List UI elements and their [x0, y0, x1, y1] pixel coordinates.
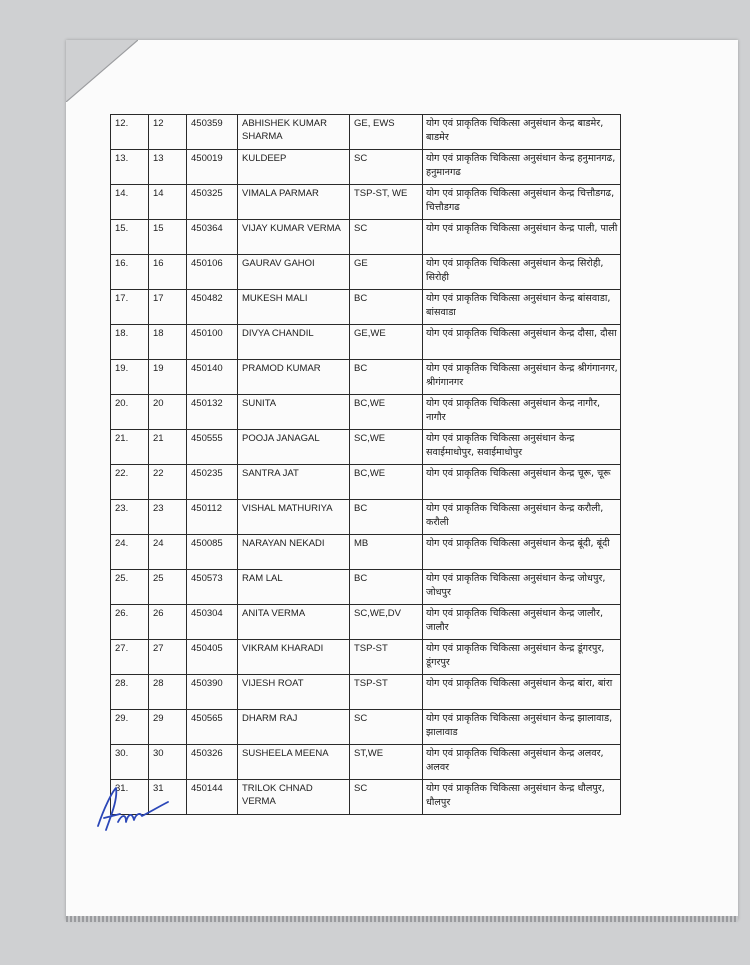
roll-number-cell: 450304	[187, 605, 238, 640]
candidate-name-cell: VIKRAM KHARADI	[238, 640, 350, 675]
table-row	[111, 220, 621, 255]
category-cell: SC	[350, 710, 423, 745]
candidate-name-cell: SUSHEELA MEENA	[238, 745, 350, 780]
candidate-name-cell: SUNITA	[238, 395, 350, 430]
table-row	[111, 290, 621, 325]
table-row	[111, 395, 621, 430]
candidate-name-cell: VIJESH ROAT	[238, 675, 350, 710]
candidate-name-cell: PRAMOD KUMAR	[238, 360, 350, 395]
category-cell: SC	[350, 780, 423, 815]
centre-cell: योग एवं प्राकृतिक चिकित्सा अनुसंधान केन्द्र सिरोही, सिरोही	[423, 255, 621, 290]
table-row	[111, 745, 621, 780]
candidate-name-cell: VIMALA PARMAR	[238, 185, 350, 220]
roll-number-cell: 450390	[187, 675, 238, 710]
candidate-name-cell: VISHAL MATHURIYA	[238, 500, 350, 535]
category-cell: BC	[350, 290, 423, 325]
category-cell: ST,WE	[350, 745, 423, 780]
category-cell: BC,WE	[350, 395, 423, 430]
table-row	[111, 500, 621, 535]
roll-number-cell: 450144	[187, 780, 238, 815]
number-cell: 23	[149, 500, 187, 535]
category-cell: SC,WE	[350, 430, 423, 465]
number-cell: 17	[149, 290, 187, 325]
centre-cell: योग एवं प्राकृतिक चिकित्सा अनुसंधान केन्द्र हनुमानगढ, हनुमानगढ	[423, 150, 621, 185]
table-row	[111, 535, 621, 570]
table-row	[111, 605, 621, 640]
table-row	[111, 150, 621, 185]
roll-number-cell: 450482	[187, 290, 238, 325]
table-row	[111, 430, 621, 465]
roll-number-cell: 450359	[187, 115, 238, 150]
candidate-name-cell: SANTRA JAT	[238, 465, 350, 500]
serial-number-cell: 29.	[111, 710, 149, 745]
number-cell: 25	[149, 570, 187, 605]
number-cell: 14	[149, 185, 187, 220]
category-cell: SC,WE,DV	[350, 605, 423, 640]
centre-cell: योग एवं प्राकृतिक चिकित्सा अनुसंधान केन्द्र करौली, करौली	[423, 500, 621, 535]
number-cell: 27	[149, 640, 187, 675]
number-cell: 19	[149, 360, 187, 395]
category-cell: TSP-ST, WE	[350, 185, 423, 220]
candidate-name-cell: TRILOK CHNAD VERMA	[238, 780, 350, 815]
centre-cell: योग एवं प्राकृतिक चिकित्सा अनुसंधान केन्द्र बांरा, बांरा	[423, 675, 621, 710]
roll-number-cell: 450565	[187, 710, 238, 745]
serial-number-cell: 20.	[111, 395, 149, 430]
serial-number-cell: 17.	[111, 290, 149, 325]
serial-number-cell: 13.	[111, 150, 149, 185]
candidate-name-cell: NARAYAN NEKADI	[238, 535, 350, 570]
centre-cell: योग एवं प्राकृतिक चिकित्सा अनुसंधान केन्द्र बूंदी, बूंदी	[423, 535, 621, 570]
number-cell: 29	[149, 710, 187, 745]
category-cell: TSP-ST	[350, 675, 423, 710]
table-row	[111, 360, 621, 395]
table-row	[111, 255, 621, 290]
table-row	[111, 710, 621, 745]
number-cell: 31	[149, 780, 187, 815]
serial-number-cell: 25.	[111, 570, 149, 605]
serial-number-cell: 28.	[111, 675, 149, 710]
centre-cell: योग एवं प्राकृतिक चिकित्सा अनुसंधान केन्द्र झालावाड, झालावाड	[423, 710, 621, 745]
serial-number-cell: 23.	[111, 500, 149, 535]
roll-number-cell: 450326	[187, 745, 238, 780]
serial-number-cell: 19.	[111, 360, 149, 395]
centre-cell: योग एवं प्राकृतिक चिकित्सा अनुसंधान केन्द्र जोधपुर, जोधपुर	[423, 570, 621, 605]
serial-number-cell: 31.	[111, 780, 149, 815]
candidate-table	[110, 114, 621, 815]
candidate-name-cell: VIJAY KUMAR VERMA	[238, 220, 350, 255]
number-cell: 15	[149, 220, 187, 255]
number-cell: 26	[149, 605, 187, 640]
category-cell: BC,WE	[350, 465, 423, 500]
table-row	[111, 325, 621, 360]
centre-cell: योग एवं प्राकृतिक चिकित्सा अनुसंधान केन्द्र नागौर, नागौर	[423, 395, 621, 430]
serial-number-cell: 14.	[111, 185, 149, 220]
candidate-name-cell: RAM LAL	[238, 570, 350, 605]
centre-cell: योग एवं प्राकृतिक चिकित्सा अनुसंधान केन्द्र बांसवाडा, बांसवाडा	[423, 290, 621, 325]
serial-number-cell: 30.	[111, 745, 149, 780]
serial-number-cell: 15.	[111, 220, 149, 255]
table-row	[111, 570, 621, 605]
category-cell: GE	[350, 255, 423, 290]
category-cell: SC	[350, 220, 423, 255]
roll-number-cell: 450106	[187, 255, 238, 290]
roll-number-cell: 450140	[187, 360, 238, 395]
centre-cell: योग एवं प्राकृतिक चिकित्सा अनुसंधान केन्द्र बाडमेर, बाडमेर	[423, 115, 621, 150]
centre-cell: योग एवं प्राकृतिक चिकित्सा अनुसंधान केन्द्र चूरू, चूरू	[423, 465, 621, 500]
roll-number-cell: 450405	[187, 640, 238, 675]
number-cell: 30	[149, 745, 187, 780]
roll-number-cell: 450100	[187, 325, 238, 360]
centre-cell: योग एवं प्राकृतिक चिकित्सा अनुसंधान केन्द्र जालौर, जालौर	[423, 605, 621, 640]
number-cell: 28	[149, 675, 187, 710]
serial-number-cell: 24.	[111, 535, 149, 570]
roll-number-cell: 450112	[187, 500, 238, 535]
number-cell: 18	[149, 325, 187, 360]
serial-number-cell: 22.	[111, 465, 149, 500]
candidate-name-cell: DHARM RAJ	[238, 710, 350, 745]
table-row	[111, 640, 621, 675]
category-cell: BC	[350, 360, 423, 395]
number-cell: 20	[149, 395, 187, 430]
centre-cell: योग एवं प्राकृतिक चिकित्सा अनुसंधान केन्द्र डूंगरपुर, डूंगरपुर	[423, 640, 621, 675]
roll-number-cell: 450235	[187, 465, 238, 500]
category-cell: TSP-ST	[350, 640, 423, 675]
roll-number-cell: 450555	[187, 430, 238, 465]
category-cell: BC	[350, 500, 423, 535]
candidate-name-cell: MUKESH MALI	[238, 290, 350, 325]
centre-cell: योग एवं प्राकृतिक चिकित्सा अनुसंधान केन्द्र चित्तौडगढ, चित्तौडगढ	[423, 185, 621, 220]
roll-number-cell: 450573	[187, 570, 238, 605]
number-cell: 24	[149, 535, 187, 570]
serial-number-cell: 18.	[111, 325, 149, 360]
serial-number-cell: 12.	[111, 115, 149, 150]
roll-number-cell: 450085	[187, 535, 238, 570]
page-bottom-edge	[66, 916, 738, 922]
table-row	[111, 465, 621, 500]
candidate-name-cell: POOJA JANAGAL	[238, 430, 350, 465]
table-row	[111, 780, 621, 815]
number-cell: 16	[149, 255, 187, 290]
number-cell: 12	[149, 115, 187, 150]
candidate-name-cell: ABHISHEK KUMAR SHARMA	[238, 115, 350, 150]
centre-cell: योग एवं प्राकृतिक चिकित्सा अनुसंधान केन्द्र दौसा, दौसा	[423, 325, 621, 360]
candidate-name-cell: ANITA VERMA	[238, 605, 350, 640]
number-cell: 13	[149, 150, 187, 185]
number-cell: 22	[149, 465, 187, 500]
signature-image	[92, 778, 172, 838]
candidate-name-cell: DIVYA CHANDIL	[238, 325, 350, 360]
roll-number-cell: 450132	[187, 395, 238, 430]
roll-number-cell: 450364	[187, 220, 238, 255]
roll-number-cell: 450019	[187, 150, 238, 185]
candidate-table-body	[111, 115, 621, 815]
category-cell: GE, EWS	[350, 115, 423, 150]
table-row	[111, 115, 621, 150]
serial-number-cell: 26.	[111, 605, 149, 640]
centre-cell: योग एवं प्राकृतिक चिकित्सा अनुसंधान केन्द्र धौलपुर, धौलपुर	[423, 780, 621, 815]
table-row	[111, 675, 621, 710]
candidate-name-cell: GAURAV GAHOI	[238, 255, 350, 290]
centre-cell: योग एवं प्राकृतिक चिकित्सा अनुसंधान केन्द्र सवाईमाधोपुर, सवाईमाधोपुर	[423, 430, 621, 465]
table-row	[111, 185, 621, 220]
candidate-name-cell: KULDEEP	[238, 150, 350, 185]
serial-number-cell: 21.	[111, 430, 149, 465]
centre-cell: योग एवं प्राकृतिक चिकित्सा अनुसंधान केन्द्र पाली, पाली	[423, 220, 621, 255]
serial-number-cell: 16.	[111, 255, 149, 290]
centre-cell: योग एवं प्राकृतिक चिकित्सा अनुसंधान केन्द्र श्रीगंगानगर, श्रीगंगानगर	[423, 360, 621, 395]
category-cell: GE,WE	[350, 325, 423, 360]
category-cell: SC	[350, 150, 423, 185]
category-cell: MB	[350, 535, 423, 570]
serial-number-cell: 27.	[111, 640, 149, 675]
number-cell: 21	[149, 430, 187, 465]
centre-cell: योग एवं प्राकृतिक चिकित्सा अनुसंधान केन्द्र अलवर, अलवर	[423, 745, 621, 780]
category-cell: BC	[350, 570, 423, 605]
roll-number-cell: 450325	[187, 185, 238, 220]
